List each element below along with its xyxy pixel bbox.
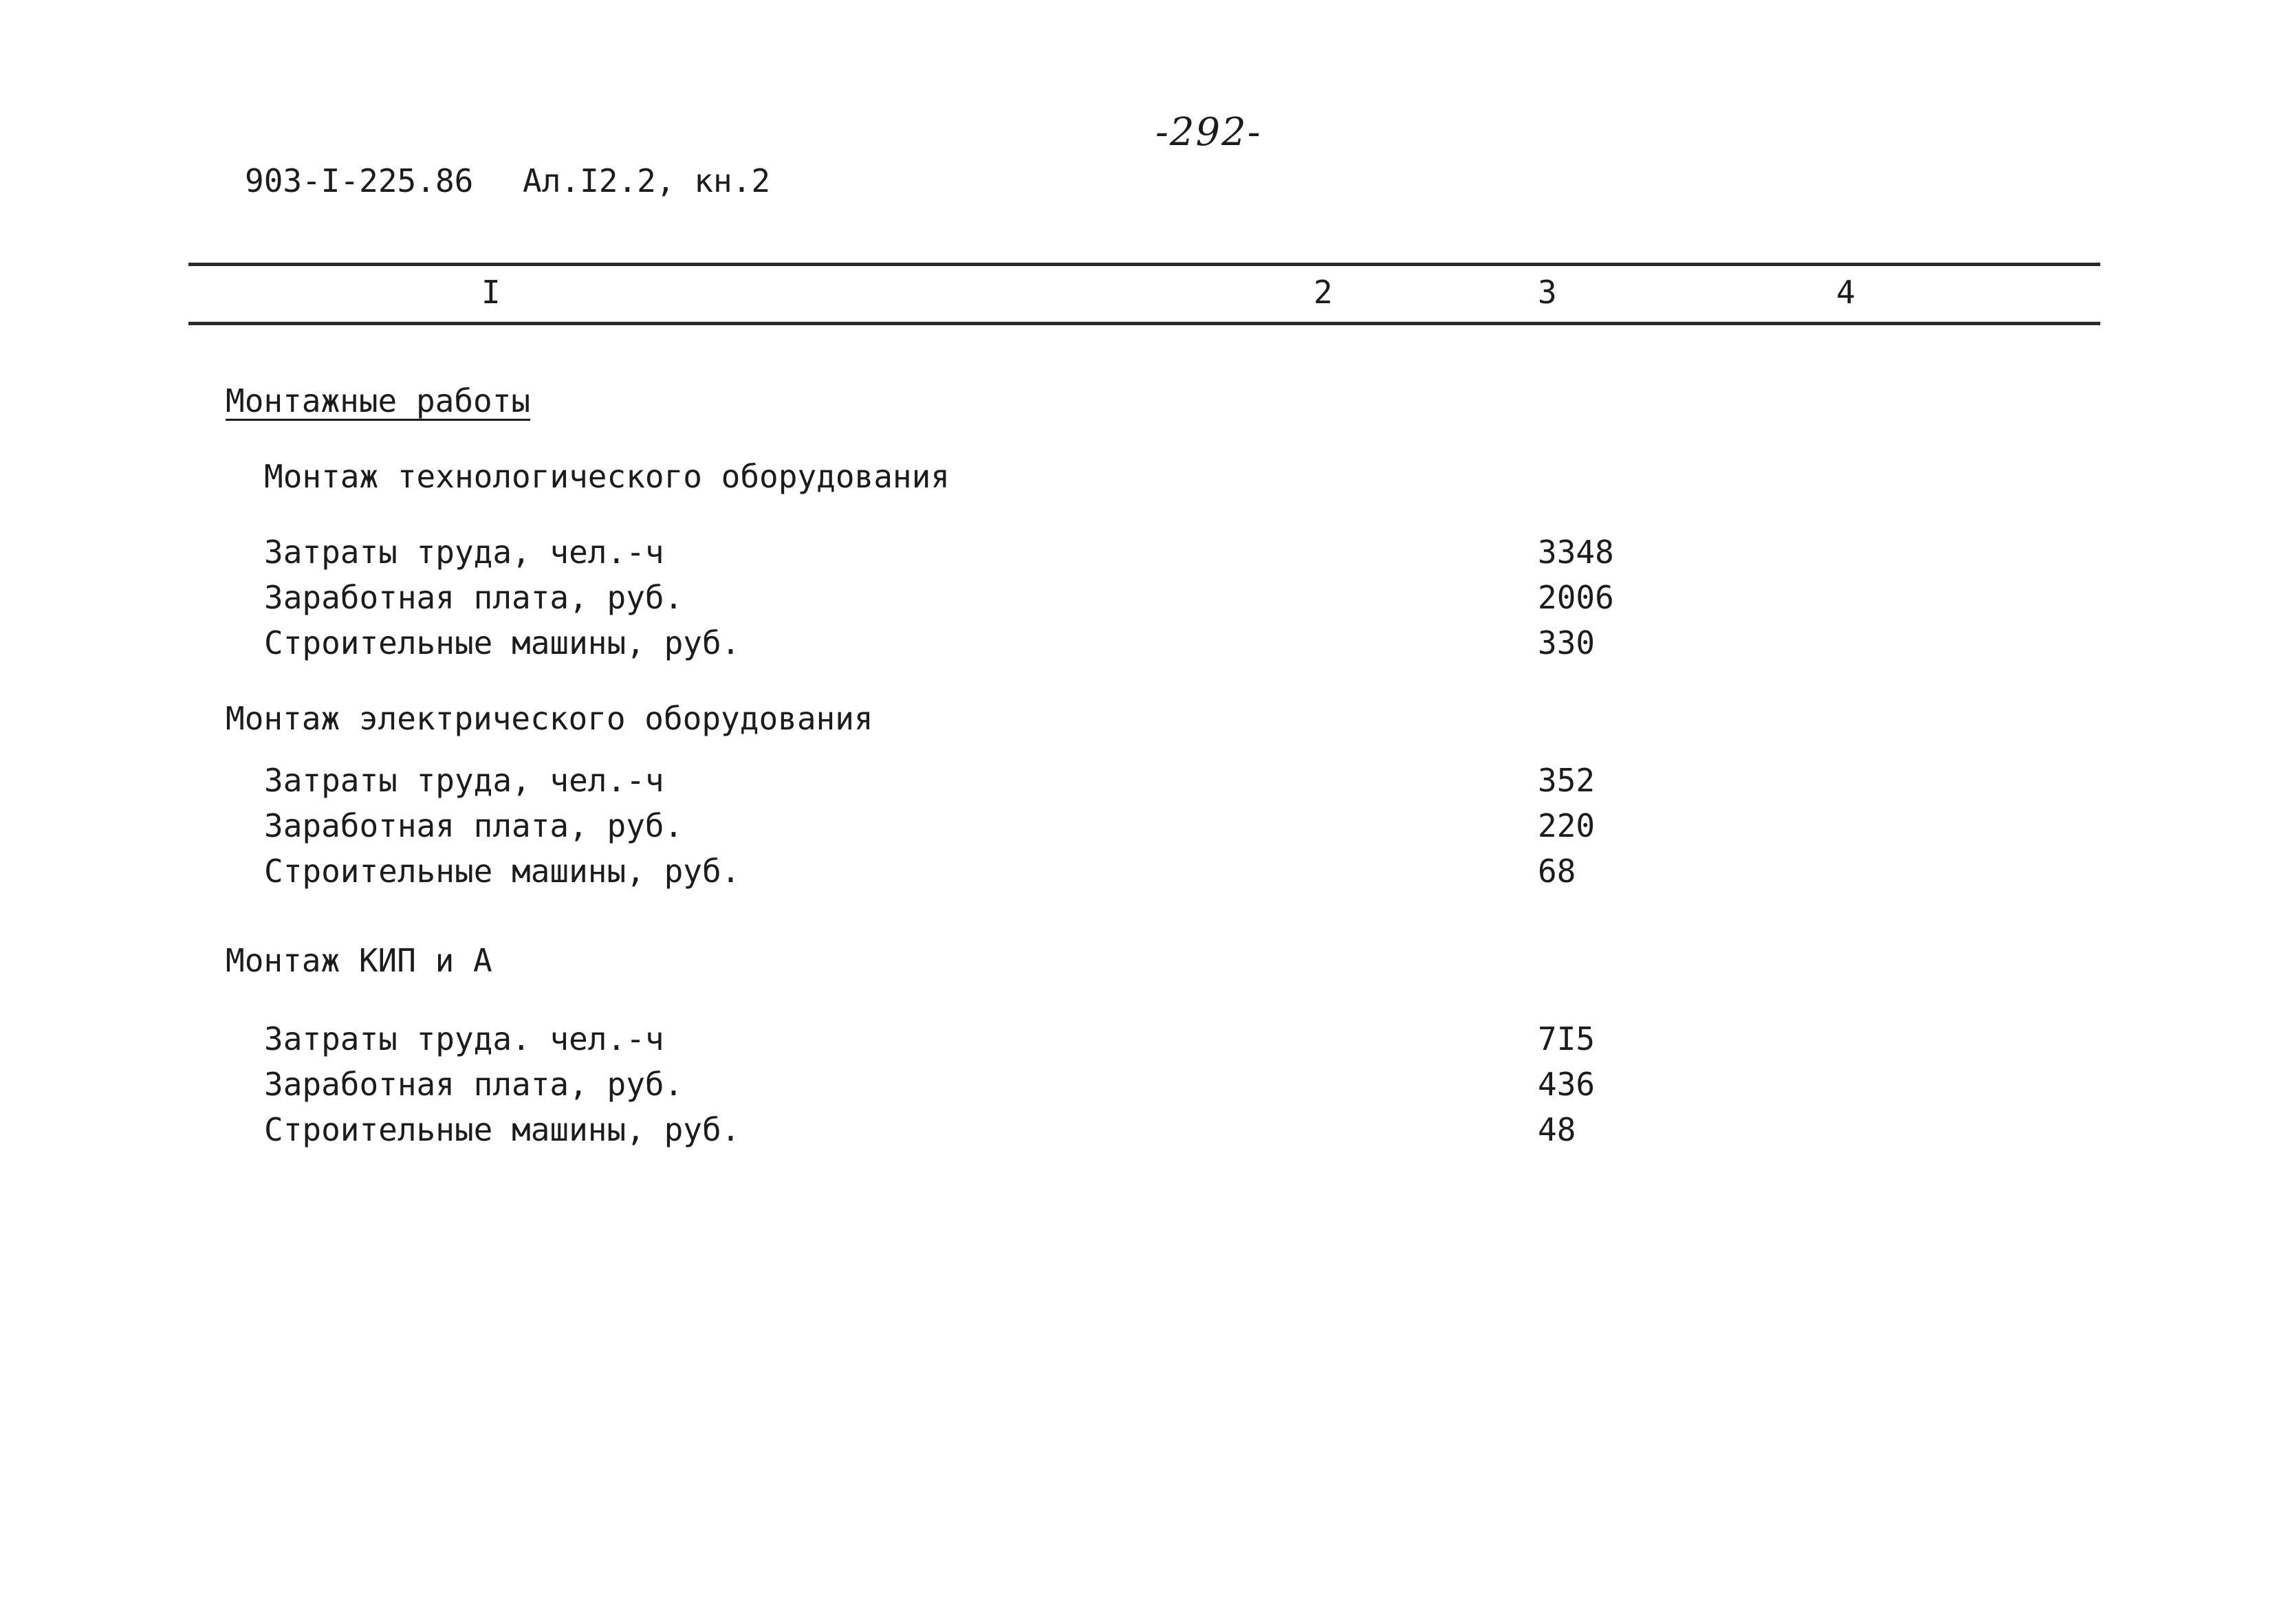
table-header-rule (188, 322, 2100, 325)
row-value: 436 (1538, 1066, 1596, 1103)
row-label: Заработная плата, руб. (264, 579, 684, 616)
row-value: 2006 (1538, 579, 1614, 616)
row-label: Заработная плата, руб. (264, 807, 684, 844)
row-label: Заработная плата, руб. (264, 1066, 684, 1103)
row-value: 220 (1538, 807, 1596, 844)
row-label: Затраты труда, чел.-ч (264, 534, 664, 571)
row-value: 7I5 (1538, 1020, 1596, 1057)
document-reference: Ал.I2.2, кн.2 (523, 162, 771, 199)
row-label: Строительные машины, руб. (264, 1111, 741, 1148)
row-value: 68 (1538, 853, 1576, 890)
column-header-1: I (481, 274, 501, 311)
column-header-4: 4 (1836, 274, 1855, 311)
column-header-2: 2 (1314, 274, 1333, 311)
row-label: Затраты труда, чел.-ч (264, 762, 664, 799)
row-value: 48 (1538, 1111, 1576, 1148)
page-number: -292- (1155, 110, 1262, 155)
row-value: 352 (1538, 762, 1596, 799)
group-title: Монтаж электрического оборудования (226, 700, 873, 737)
document-code: 903-I-225.86 (245, 162, 474, 199)
row-label: Строительные машины, руб. (264, 624, 741, 661)
row-value: 3348 (1538, 534, 1614, 571)
column-header-3: 3 (1538, 274, 1557, 311)
row-label: Затраты труда. чел.-ч (264, 1020, 664, 1057)
group-title: Монтаж технологического оборудования (264, 458, 950, 495)
group-title: Монтаж КИП и А (226, 942, 492, 979)
row-label: Строительные машины, руб. (264, 853, 741, 890)
section-title: Монтажные работы (226, 382, 531, 419)
table-top-rule (188, 263, 2100, 266)
row-value: 330 (1538, 624, 1596, 661)
